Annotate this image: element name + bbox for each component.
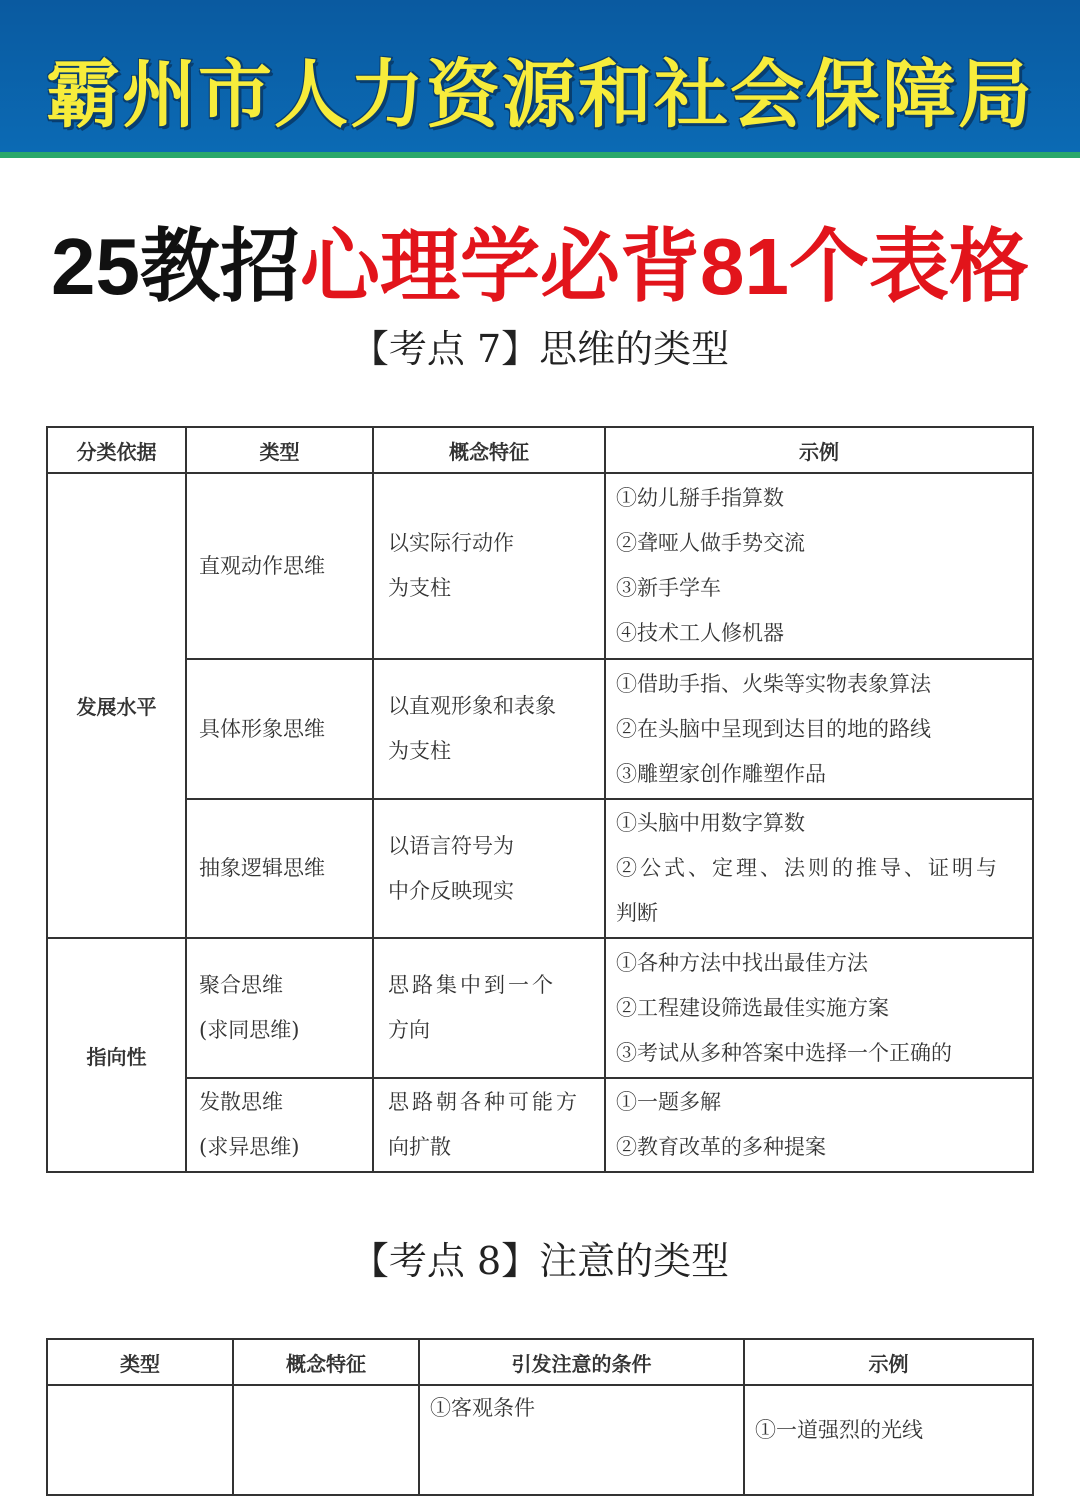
feature-line: 为支柱 xyxy=(388,739,451,763)
example-line: ②工程建设筛选最佳实施方案 xyxy=(616,995,889,1020)
example-line: ③考试从多种答案中选择一个正确的 xyxy=(616,1040,952,1065)
example-cell xyxy=(744,1385,1033,1495)
feature-cell xyxy=(373,938,605,1078)
feature-line: 以语言符号为 xyxy=(388,833,514,858)
feature-line: 为支柱 xyxy=(388,576,451,600)
example-line: ①各种方法中找出最佳方法 xyxy=(616,950,868,975)
example-line: ②在头脑中呈现到达目的地的路线 xyxy=(616,716,931,741)
example-cell xyxy=(605,473,1033,659)
condition-line: ①客观条件 xyxy=(430,1396,535,1420)
feature-line: 以实际行动作 xyxy=(388,531,514,555)
type-line: 直观动作思维 xyxy=(199,553,325,578)
example-line: 判断 xyxy=(616,901,658,925)
feature-line: 以直观形象和表象 xyxy=(388,694,556,718)
type-line: (求同思维) xyxy=(199,1018,300,1042)
basis-cell: 发展水平 xyxy=(47,473,186,938)
type-line: 聚合思维 xyxy=(199,973,283,997)
header-basis: 分类依据 xyxy=(47,427,186,473)
table-row xyxy=(47,799,1033,938)
type-cell xyxy=(186,1078,373,1172)
header-condition: 引发注意的条件 xyxy=(419,1339,744,1385)
feature-line: 思路集中到一个 xyxy=(388,973,556,997)
attention-types-table xyxy=(46,1338,1034,1496)
feature-line: 向扩散 xyxy=(388,1135,451,1159)
type-line: 抽象逻辑思维 xyxy=(199,856,325,880)
table-header-row xyxy=(47,427,1033,473)
header-feature: 概念特征 xyxy=(373,427,605,473)
header-banner xyxy=(0,0,1080,158)
type-cell xyxy=(186,938,373,1078)
example-line: ③新手学车 xyxy=(616,576,721,600)
example-line: ③雕塑家创作雕塑作品 xyxy=(616,761,826,786)
banner-title: 霸州市人力资源和社会保障局 xyxy=(46,52,1034,138)
table-row xyxy=(47,1078,1033,1172)
table-row xyxy=(47,1385,1033,1495)
example-line: ①幼儿掰手指算数 xyxy=(616,486,784,510)
example-line: ①一道强烈的光线 xyxy=(755,1418,923,1442)
feature-line: 思路朝各种可能方 xyxy=(388,1090,580,1114)
type-cell xyxy=(47,1385,233,1495)
table-row xyxy=(47,473,1033,659)
example-line: ②教育改革的多种提案 xyxy=(616,1135,826,1159)
feature-cell xyxy=(373,473,605,659)
example-line: ②公式、定理、法则的推导、证明与 xyxy=(616,856,1000,880)
feature-cell xyxy=(233,1385,419,1495)
table-header-row xyxy=(47,1339,1033,1385)
example-cell xyxy=(605,799,1033,938)
feature-line: 方向 xyxy=(388,1018,430,1042)
thinking-types-table xyxy=(46,426,1034,1173)
feature-cell xyxy=(373,1078,605,1172)
table-row xyxy=(47,659,1033,799)
header-type: 类型 xyxy=(186,427,373,473)
example-line: ①借助手指、火柴等实物表象算法 xyxy=(616,671,931,696)
page-headline xyxy=(0,222,1080,312)
feature-line: 中介反映现实 xyxy=(388,878,514,903)
header-example: 示例 xyxy=(605,427,1033,473)
example-line: ④技术工人修机器 xyxy=(616,621,784,645)
example-cell xyxy=(605,659,1033,799)
header-type: 类型 xyxy=(47,1339,233,1385)
example-line: ②聋哑人做手势交流 xyxy=(616,531,805,555)
basis-cell: 指向性 xyxy=(47,938,186,1172)
section7-title: 【考点 7】思维的类型 xyxy=(350,327,730,371)
headline-emphasis: 心理学必背81个表格 xyxy=(300,222,1029,311)
example-cell xyxy=(605,1078,1033,1172)
table-row xyxy=(47,938,1033,1078)
feature-cell xyxy=(373,659,605,799)
condition-cell xyxy=(419,1385,744,1495)
example-cell xyxy=(605,938,1033,1078)
feature-cell xyxy=(373,799,605,938)
example-line: ①一题多解 xyxy=(616,1090,721,1114)
header-example: 示例 xyxy=(744,1339,1033,1385)
type-line: (求异思维) xyxy=(199,1135,300,1159)
type-cell xyxy=(186,659,373,799)
example-line: ①头脑中用数字算数 xyxy=(616,811,805,835)
type-cell xyxy=(186,473,373,659)
type-cell xyxy=(186,799,373,938)
type-line: 具体形象思维 xyxy=(199,716,325,741)
type-line: 发散思维 xyxy=(199,1090,283,1114)
section8-title: 【考点 8】注意的类型 xyxy=(350,1239,730,1283)
header-feature: 概念特征 xyxy=(233,1339,419,1385)
headline-prefix: 25教招 xyxy=(51,222,300,311)
